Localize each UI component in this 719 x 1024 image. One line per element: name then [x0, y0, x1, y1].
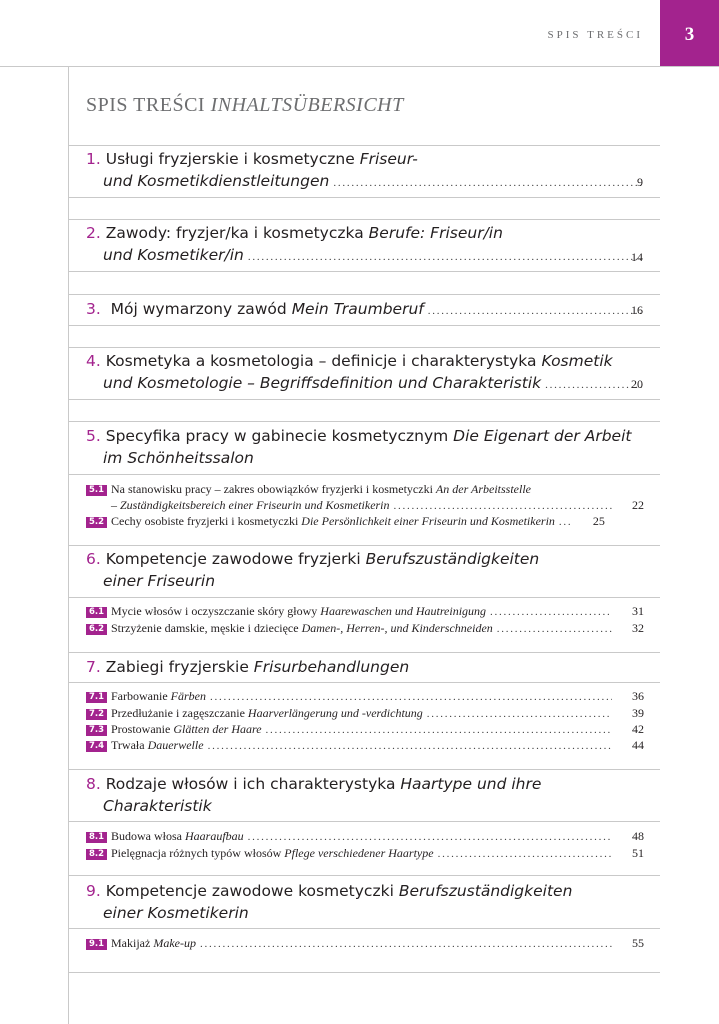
toc-text: Farbowanie: [111, 689, 168, 703]
divider: [68, 972, 660, 973]
toc-text: Charakteristik: [103, 797, 212, 815]
section-badge: 9.1: [86, 939, 107, 950]
section-badge: 6.1: [86, 607, 107, 618]
toc-text: 55: [632, 936, 644, 950]
toc-text: Berufszuständigkeiten: [365, 550, 540, 568]
toc-text: Na stanowisku pracy – zakres obowiązków fryzjerki i kosmetyczki: [111, 482, 433, 496]
running-header: SPIS TREŚCI: [547, 29, 643, 41]
toc-text: 2.: [86, 224, 101, 242]
divider: [68, 545, 660, 546]
toc-text: Prostowanie: [111, 722, 171, 736]
toc-text: Zawody: fryzjer/ka i kosmetyczka: [105, 224, 364, 242]
divider: [68, 652, 660, 653]
leader-dots: [266, 722, 612, 738]
leader-dots: [497, 621, 612, 637]
toc-chapter-1[interactable]: [86, 148, 646, 194]
leader-dots: [427, 706, 612, 722]
toc-text: Haarewaschen und Hautreinigung: [320, 604, 487, 618]
toc-text: Pflege verschiedener Haartype: [284, 846, 434, 860]
toc-text: 8.: [86, 775, 101, 793]
divider: [68, 474, 660, 475]
leader-dots: [248, 829, 612, 845]
title-de: INHALTSÜBERSICHT: [210, 94, 404, 116]
section-badge: 5.1: [86, 485, 107, 496]
section-badge: 7.2: [86, 709, 107, 720]
toc-page-1: 9: [637, 175, 643, 189]
toc-text: Glätten der Haare: [173, 722, 262, 736]
page-title: [86, 94, 404, 117]
toc-text: 39: [632, 706, 644, 720]
section-badge: 7.4: [86, 741, 107, 752]
toc-text: 9.: [86, 882, 101, 900]
divider: [68, 294, 660, 295]
divider: [68, 928, 660, 929]
leader-dots: [200, 936, 612, 952]
toc-text: Trwała: [111, 738, 145, 752]
divider: [68, 399, 660, 400]
toc-text: 25: [592, 514, 605, 528]
toc-text: Kosmetyka a kosmetologia – definicje i charakterystyka: [105, 352, 537, 370]
toc-subsection-7-1[interactable]: [86, 688, 644, 704]
toc-text: 48: [632, 829, 644, 843]
toc-subsection-5-2[interactable]: [86, 513, 644, 529]
toc-text: Strzyżenie damskie, męskie i dziecięce: [111, 621, 299, 635]
section-badge: 6.2: [86, 624, 107, 635]
toc-subsection-6-2[interactable]: [86, 620, 644, 636]
toc-text: einer Friseurin: [103, 572, 216, 590]
divider: [68, 682, 660, 683]
leader-dots: [428, 300, 642, 322]
toc-text: Budowa włosa: [111, 829, 182, 843]
divider: [68, 821, 660, 822]
leader-dots: [559, 514, 573, 530]
toc-text: Haarverlängerung und -verdichtung: [247, 706, 423, 720]
toc-text: 36: [632, 689, 644, 703]
toc-text: einer Kosmetikerin: [103, 904, 249, 922]
toc-text: Specyfika pracy w gabinecie kosmetycznym: [105, 427, 449, 445]
toc-text: und Kosmetologie – Begriffsdefinition und Charakteristik: [103, 374, 542, 392]
toc-text: An der Arbeitsstelle: [435, 482, 532, 496]
divider: [68, 421, 660, 422]
toc-text: Friseur-: [359, 150, 418, 168]
toc-text: 6.: [86, 550, 101, 568]
toc-text: Die Persönlichkeit einer Friseurin und Kosmetikerin: [301, 514, 555, 528]
divider: [68, 325, 660, 326]
toc-page-3: 16: [631, 303, 643, 317]
toc-chapter-8[interactable]: [86, 773, 646, 817]
toc-text: Damen-, Herren-, und Kinderschneiden: [301, 621, 493, 635]
toc-subsection-7-4[interactable]: [86, 737, 644, 753]
toc-text: Makijaż: [111, 936, 151, 950]
header-divider: [0, 66, 719, 67]
toc-text: Berufszuständigkeiten: [398, 882, 573, 900]
toc-text: Die Eigenart der Arbeit: [453, 427, 632, 445]
toc-text: Kompetencje zawodowe fryzjerki: [105, 550, 361, 568]
toc-text: im Schönheitssalon: [103, 449, 254, 467]
section-badge: 8.2: [86, 849, 107, 860]
divider: [68, 347, 660, 348]
toc-text: 32: [632, 621, 644, 635]
toc-text: Berufe: Friseur/in: [368, 224, 503, 242]
divider: [68, 597, 660, 598]
toc-page-4: 20: [631, 377, 643, 391]
toc-text: Frisurbehandlungen: [253, 658, 410, 676]
toc-chapter-2[interactable]: [86, 222, 646, 268]
divider: [68, 145, 660, 146]
toc-text: 5.: [86, 427, 101, 445]
toc-page-2: 14: [631, 250, 643, 264]
toc-text: Usługi fryzjerskie i kosmetyczne: [105, 150, 355, 168]
toc-subsection-6-1[interactable]: [86, 603, 644, 619]
section-badge: 7.3: [86, 725, 107, 736]
section-badge: 8.1: [86, 832, 107, 843]
toc-text: 31: [632, 604, 644, 618]
toc-text: 7.: [86, 658, 101, 676]
toc-subsection-9-1[interactable]: [86, 935, 644, 951]
toc-text: und Kosmetiker/in: [103, 246, 244, 264]
toc-text: Rodzaje włosów i ich charakterystyka: [105, 775, 396, 793]
section-badge: 7.1: [86, 692, 107, 703]
toc-chapter-6[interactable]: [86, 548, 646, 592]
toc-text: Haaraufbau: [185, 829, 244, 843]
toc-text: Dauerwelle: [147, 738, 204, 752]
toc-text: 22: [632, 498, 644, 512]
toc-text: 44: [632, 738, 644, 752]
leader-dots: [208, 738, 612, 754]
toc-text: 3.: [86, 300, 101, 318]
toc-text: Kompetencje zawodowe kosmetyczki: [105, 882, 394, 900]
toc-text: 4.: [86, 352, 101, 370]
toc-text: Pielęgnacja różnych typów włosów: [111, 846, 282, 860]
leader-dots: [248, 246, 642, 268]
toc-text: Zabiegi fryzjerskie: [105, 658, 249, 676]
title-pl: SPIS TREŚCI: [86, 94, 206, 116]
toc-text: Cechy osobiste fryzjerki i kosmetyczki: [111, 514, 299, 528]
page-number-tab: [660, 0, 719, 66]
toc-text: – Zuständigkeitsbereich einer Friseurin und Kosmetikerin: [111, 498, 390, 512]
toc-chapter-3[interactable]: [86, 298, 646, 322]
divider: [68, 271, 660, 272]
toc-subsection-5-1[interactable]: [86, 481, 644, 513]
toc-text: Kosmetik: [541, 352, 613, 370]
toc-text: Mój wymarzony zawód: [110, 300, 287, 318]
toc-text: Przedłużanie i zagęszczanie: [111, 706, 245, 720]
toc-text: 51: [632, 846, 644, 860]
toc-text: 1.: [86, 150, 101, 168]
toc-subsection-8-2[interactable]: [86, 845, 644, 861]
toc-subsection-8-1[interactable]: [86, 828, 644, 844]
section-badge: 5.2: [86, 517, 107, 528]
toc-subsection-7-2[interactable]: [86, 705, 644, 721]
leader-dots: [210, 689, 612, 705]
divider: [68, 769, 660, 770]
toc-chapter-9[interactable]: [86, 880, 646, 924]
leader-dots: [333, 172, 642, 194]
page-number: 3: [684, 24, 695, 45]
toc-text: Mein Traumberuf: [291, 300, 424, 318]
toc-text: Färben: [170, 689, 206, 703]
leader-dots: [438, 846, 612, 862]
leader-dots: [394, 498, 612, 514]
leader-dots: [490, 604, 612, 620]
toc-chapter-5[interactable]: [86, 425, 646, 469]
toc-text: Haartype und ihre: [400, 775, 542, 793]
toc-chapter-7[interactable]: [86, 656, 646, 678]
toc-text: Make-up: [153, 936, 196, 950]
toc-text: und Kosmetikdienstleitungen: [103, 172, 330, 190]
divider: [68, 197, 660, 198]
toc-chapter-4[interactable]: [86, 350, 646, 396]
divider: [68, 875, 660, 876]
toc-text: Mycie włosów i oczyszczanie skóry głowy: [111, 604, 318, 618]
toc-subsection-7-3[interactable]: [86, 721, 644, 737]
divider: [68, 219, 660, 220]
toc-text: 42: [632, 722, 644, 736]
